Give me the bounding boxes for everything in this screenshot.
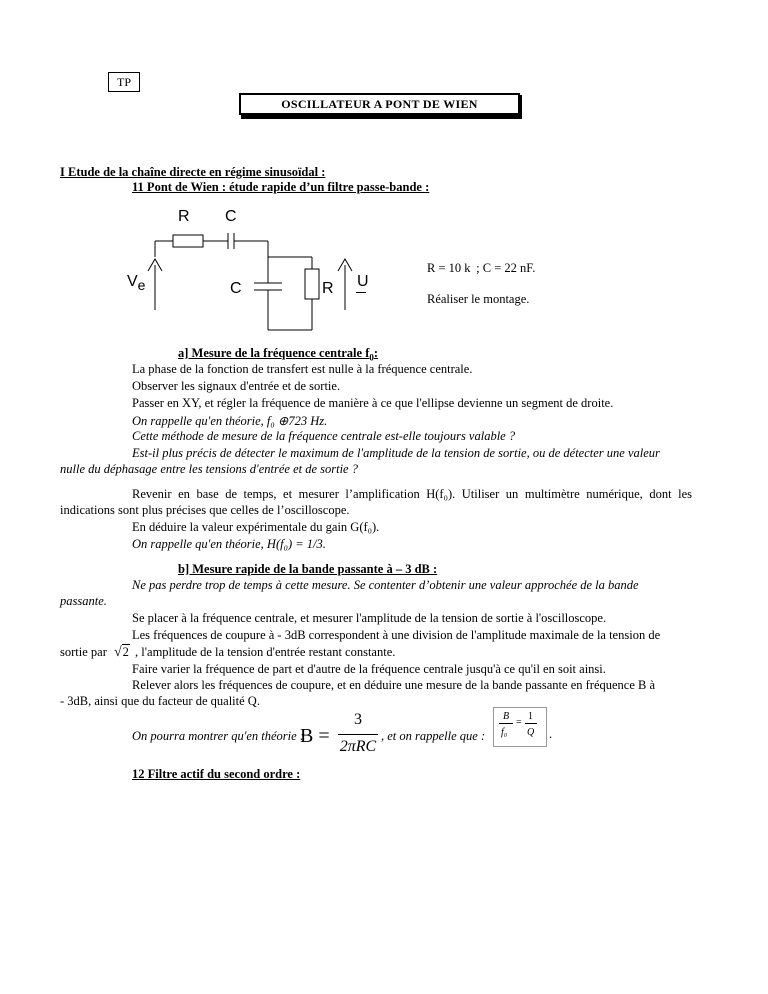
section-2-heading: 12 Filtre actif du second ordre :: [132, 767, 301, 781]
q-formula-end: .: [549, 727, 553, 741]
label-u: U: [357, 273, 369, 290]
part-b-line-3-pre: sortie par: [60, 645, 107, 659]
formula-mid: , et on rappelle que :: [381, 729, 486, 743]
part-a-italic-4: On rappelle qu'en théorie, H(f₀) = 1/3.: [132, 537, 326, 551]
component-values: R = 10 k ; C = 22 nF.: [427, 261, 536, 275]
q-formula-bar-right: [525, 723, 537, 724]
label-c-shunt: C: [230, 280, 242, 297]
q-formula-f0: f₀: [501, 727, 508, 738]
part-b-heading: b] Mesure rapide de la bande passante à – 3 dB :: [178, 562, 438, 576]
part-a-italic-3a: Est-il plus précis de détecter le maximum de l'amplitude de la tension de sortie, ou de détecter une valeur: [132, 446, 660, 460]
instruction: Réaliser le montage.: [427, 292, 530, 306]
formula-fraction-bar: [338, 734, 378, 735]
part-a-heading: [178, 346, 378, 363]
page-title: OSCILLATEUR A PONT DE WIEN: [239, 93, 520, 115]
label-ve-sub: e: [137, 277, 146, 293]
part-a-italic-1: On rappelle qu'en théorie, f₀ ⊕723 Hz.: [132, 414, 328, 428]
part-a-line-3: Passer en XY, et régler la fréquence de manière à ce que l'ellipse devienne un segment de droite.: [132, 396, 614, 410]
part-a-heading-sub: 0: [369, 352, 374, 363]
label-r-shunt: R: [322, 280, 334, 297]
part-a-heading-main: a] Mesure de la fréquence centrale f: [178, 346, 370, 360]
series-resistor: [173, 235, 203, 247]
part-a-para-2b: indications sont plus précises que celles de l’oscilloscope.: [60, 503, 350, 517]
part-b-line-2: Les fréquences de coupure à - 3dB correspondent à une division de l'amplitude maximale de la tension de: [132, 628, 661, 642]
part-b-line-4: Faire varier la fréquence de part et d'autre de la fréquence centrale jusqu'à ce qu'il en soit ainsi.: [132, 662, 606, 676]
q-formula-1: 1: [528, 711, 533, 722]
formula-lhs: B =: [300, 725, 330, 747]
part-b-line-6: - 3dB, ainsi que du facteur de qualité Q.: [60, 694, 260, 708]
section-heading: I Etude de la chaîne directe en régime sinusoïdal :: [60, 165, 326, 179]
part-a-line-2: Observer les signaux d'entrée et de sortie.: [132, 379, 341, 393]
sqrt-2: √2: [113, 645, 129, 660]
part-b-line-3: [60, 645, 395, 661]
formula-denominator: 2πRC: [339, 738, 377, 755]
label-ve: [127, 273, 145, 293]
part-a-para-2c: En déduire la valeur expérimentale du gain G(f₀).: [132, 520, 380, 534]
part-a-heading-end: :: [373, 346, 379, 360]
label-c-series: C: [225, 208, 237, 225]
sqrt-radicand: 2: [122, 645, 129, 659]
label-ve-main: V: [127, 273, 138, 290]
part-b-line-5: Relever alors les fréquences de coupure, et en déduire une mesure de la bande passante en fréquence B à: [132, 678, 656, 692]
u-underline: [356, 292, 366, 293]
part-a-line-1: La phase de la fonction de transfert est nulle à la fréquence centrale.: [132, 362, 473, 376]
part-a-italic-3b: nulle du déphasage entre les tensions d'entrée et de sortie ?: [60, 462, 358, 476]
label-r-series: R: [178, 208, 190, 225]
q-formula-bar-left: [499, 723, 513, 724]
subsection-heading: 11 Pont de Wien : étude rapide d’un filtre passe-bande :: [132, 180, 430, 194]
part-b-line-3-post: , l'amplitude de la tension d'entrée restant constante.: [135, 645, 396, 659]
part-b-italic-a: Ne pas perdre trop de temps à cette mesure. Se contenter d’obtenir une valeur approchée de la bande: [132, 578, 639, 592]
q-formula-q: Q: [527, 727, 535, 738]
part-a-italic-2: Cette méthode de mesure de la fréquence centrale est-elle toujours valable ?: [132, 429, 516, 443]
formula-intro: On pourra montrer qu'en théorie :: [132, 729, 304, 743]
part-a-para-2a: Revenir en base de temps, et mesurer l’amplification H(f₀). Utiliser un multimètre numérique, dont les: [132, 487, 692, 501]
q-formula-eq: =: [516, 717, 522, 728]
part-b-line-1: Se placer à la fréquence centrale, et mesurer l'amplitude de la tension de sortie à l'oscilloscope.: [132, 611, 607, 625]
formula-numerator: 3: [354, 711, 362, 728]
q-formula-b: B: [503, 711, 510, 722]
tp-label: TP: [108, 72, 140, 92]
part-b-italic-b: passante.: [60, 594, 107, 608]
